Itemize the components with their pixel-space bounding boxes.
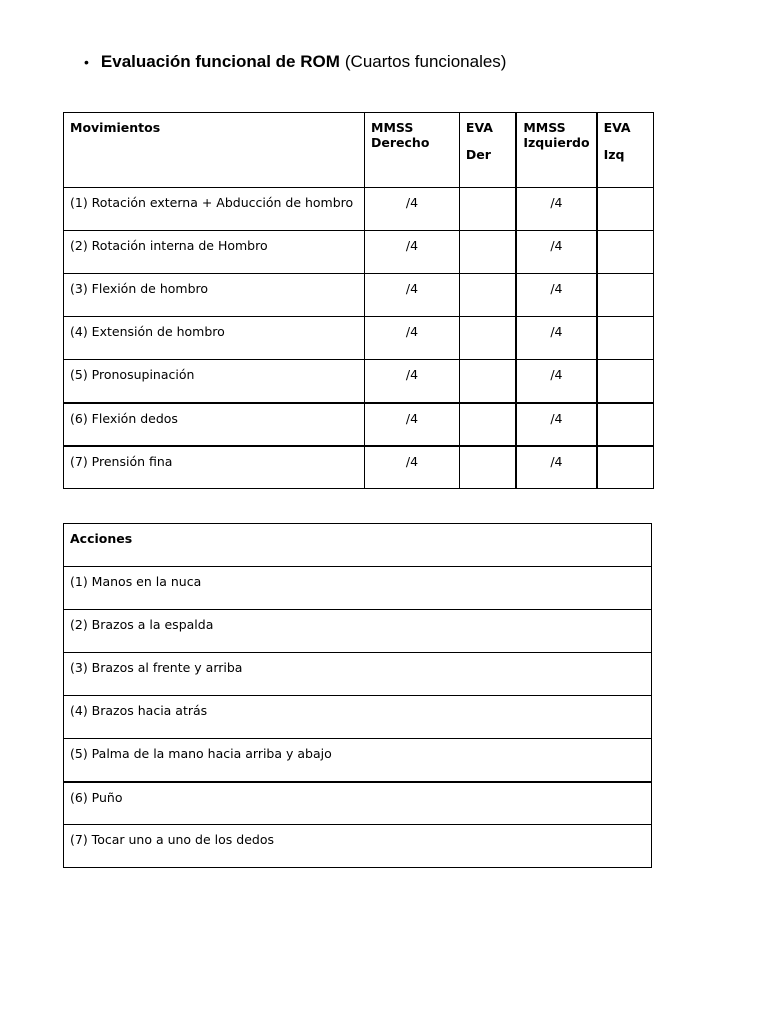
header-acciones: Acciones xyxy=(64,524,652,567)
eva-izq-cell[interactable] xyxy=(597,231,654,274)
mmss-der-score[interactable]: /4 xyxy=(365,403,460,446)
eva-izq-cell[interactable] xyxy=(597,360,654,403)
movement-label: (1) Rotación externa + Abducción de hombro xyxy=(64,188,365,231)
header-mmss-izquierdo xyxy=(516,113,596,188)
eva-izq-cell[interactable] xyxy=(597,446,654,489)
bullet-icon: • xyxy=(84,54,89,70)
section-heading xyxy=(84,50,506,74)
mmss-izq-score[interactable]: /4 xyxy=(516,188,596,231)
eva-izq-cell[interactable] xyxy=(597,403,654,446)
action-label: (3) Brazos al frente y arriba xyxy=(64,653,652,696)
mmss-der-score[interactable]: /4 xyxy=(365,274,460,317)
heading-subtitle: (Cuartos funcionales) xyxy=(344,52,507,71)
table-row xyxy=(64,739,652,782)
table-row xyxy=(64,274,654,317)
rom-header-row xyxy=(64,113,654,188)
eva-izq-cell[interactable] xyxy=(597,274,654,317)
header-mmss-izquierdo-line1: MMSS xyxy=(523,120,566,135)
movement-label: (3) Flexión de hombro xyxy=(64,274,365,317)
mmss-der-score[interactable]: /4 xyxy=(365,446,460,489)
eva-der-cell[interactable] xyxy=(459,317,516,360)
header-eva-der-line1: EVA xyxy=(465,120,493,135)
mmss-izq-score[interactable]: /4 xyxy=(516,403,596,446)
table-row xyxy=(64,317,654,360)
action-label: (4) Brazos hacia atrás xyxy=(64,696,652,739)
mmss-izq-score[interactable]: /4 xyxy=(516,231,596,274)
header-mmss-derecho xyxy=(365,113,460,188)
header-mmss-izquierdo-line2: Izquierdo xyxy=(523,135,590,150)
header-eva-izq-line2: Izq xyxy=(603,147,625,162)
table-row xyxy=(64,610,652,653)
eva-der-cell[interactable] xyxy=(459,403,516,446)
eva-der-cell[interactable] xyxy=(459,360,516,403)
mmss-der-score[interactable]: /4 xyxy=(365,317,460,360)
table-row xyxy=(64,567,652,610)
mmss-izq-score[interactable]: /4 xyxy=(516,446,596,489)
table-row xyxy=(64,188,654,231)
action-label: (6) Puño xyxy=(64,782,652,825)
header-mmss-derecho-line2: Derecho xyxy=(371,135,430,150)
table-row xyxy=(64,360,654,403)
movement-label: (2) Rotación interna de Hombro xyxy=(64,231,365,274)
header-eva-der xyxy=(459,113,516,188)
eva-der-cell[interactable] xyxy=(459,231,516,274)
mmss-der-score[interactable]: /4 xyxy=(365,231,460,274)
table-row xyxy=(64,403,654,446)
action-label: (2) Brazos a la espalda xyxy=(64,610,652,653)
table-row xyxy=(64,446,654,489)
action-label: (1) Manos en la nuca xyxy=(64,567,652,610)
mmss-izq-score[interactable]: /4 xyxy=(516,360,596,403)
rom-table xyxy=(63,112,654,489)
table-row xyxy=(64,825,652,868)
actions-table xyxy=(63,523,652,868)
action-label: (5) Palma de la mano hacia arriba y abajo xyxy=(64,739,652,782)
table-row xyxy=(64,653,652,696)
header-movimientos: Movimientos xyxy=(64,113,365,188)
movement-label: (4) Extensión de hombro xyxy=(64,317,365,360)
eva-izq-cell[interactable] xyxy=(597,317,654,360)
actions-header-row xyxy=(64,524,652,567)
eva-der-cell[interactable] xyxy=(459,446,516,489)
header-eva-izq-line1: EVA xyxy=(603,120,631,135)
table-row xyxy=(64,696,652,739)
movement-label: (5) Pronosupinación xyxy=(64,360,365,403)
movement-label: (7) Prensión fina xyxy=(64,446,365,489)
header-eva-der-line2: Der xyxy=(465,147,491,162)
eva-der-cell[interactable] xyxy=(459,188,516,231)
eva-der-cell[interactable] xyxy=(459,274,516,317)
header-eva-izq xyxy=(597,113,654,188)
action-label: (7) Tocar uno a uno de los dedos xyxy=(64,825,652,868)
mmss-der-score[interactable]: /4 xyxy=(365,188,460,231)
heading-title: Evaluación funcional de ROM xyxy=(100,52,340,71)
mmss-izq-score[interactable]: /4 xyxy=(516,317,596,360)
movement-label: (6) Flexión dedos xyxy=(64,403,365,446)
mmss-der-score[interactable]: /4 xyxy=(365,360,460,403)
mmss-izq-score[interactable]: /4 xyxy=(516,274,596,317)
table-row xyxy=(64,231,654,274)
eva-izq-cell[interactable] xyxy=(597,188,654,231)
header-mmss-derecho-line1: MMSS xyxy=(371,120,414,135)
table-row xyxy=(64,782,652,825)
